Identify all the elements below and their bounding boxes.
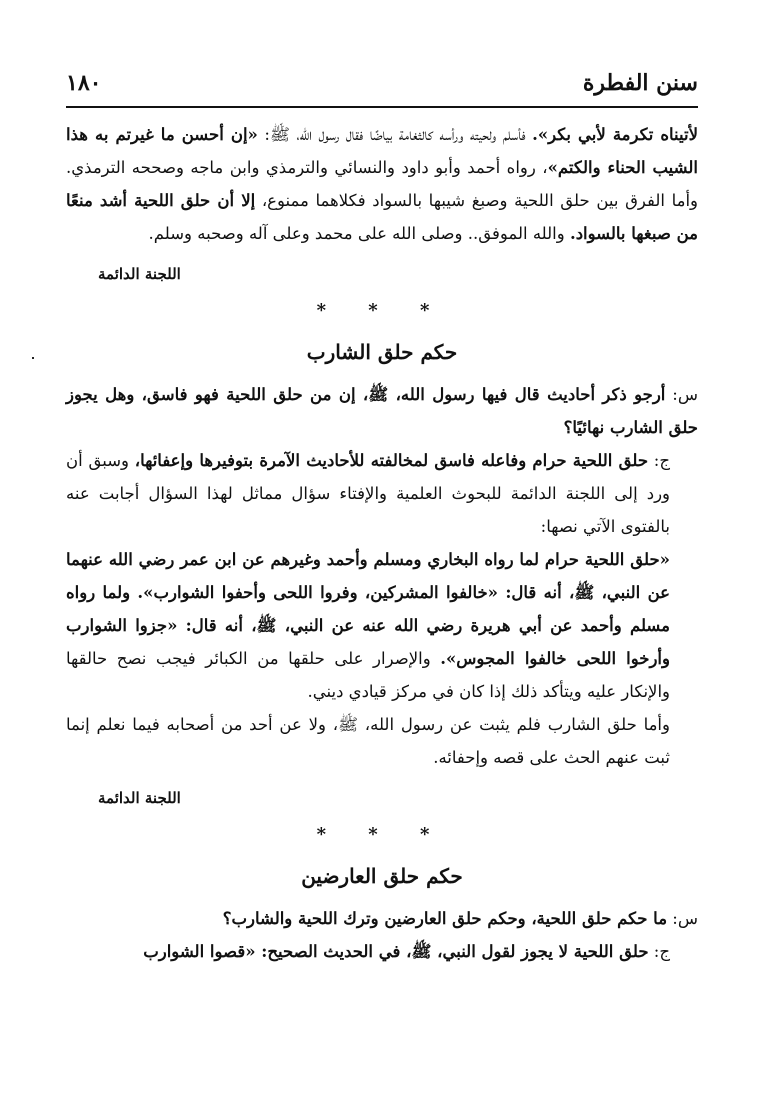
section-separator-1: * * *: [316, 300, 448, 321]
running-title: سنن الفطرة: [582, 70, 698, 96]
question-2: [66, 902, 698, 935]
page-body: [66, 118, 698, 968]
answer-2: [66, 935, 698, 968]
page-header: [66, 66, 698, 108]
question-2-prefix: س:: [667, 909, 698, 928]
signature-committee-1: اللجنة الدائمة: [98, 265, 181, 283]
intro-seg1: لأتيناه تكرمة لأبي بكر».: [532, 125, 698, 144]
signature-committee-2: اللجنة الدائمة: [98, 789, 181, 807]
intro-seg2: فأسلم ولحيته ورأسه كالثغامة بياضًا فقال رسول الله، ﷺ:: [257, 125, 533, 144]
margin-mark: [32, 357, 34, 359]
intro-seg4: ، رواه أحمد وأبو داود والنسائي والترمذي وابن ماجه وصححه الترمذي. وأما الفرق بين حلق اللحية وصبغ شيبها بالسواد فكلاهما ممنوع،: [66, 158, 698, 210]
answer-2-prefix: ج:: [648, 942, 670, 961]
intro-hadith: «إن أحسن ما غيرتم به هذا الشيب الحناء والكتم»: [66, 125, 698, 177]
question-1-prefix: س:: [665, 385, 698, 404]
answer-2-text: حلق اللحية لا يجوز لقول النبي، ﷺ، في الحديث الصحيح: «قصوا الشوارب: [143, 942, 649, 961]
intro-paragraph: [66, 118, 698, 250]
answer-1-text: وسبق أن ورد إلى اللجنة الدائمة للبحوث العلمية والإفتاء سؤال مماثل لهذا السؤال أجابت عنه بالفتوى الآتي نصها:: [66, 451, 670, 536]
answer-1: [66, 444, 698, 543]
section-title-mustache: حكم حلق الشارب: [306, 340, 458, 364]
fatwa-quote: [66, 543, 698, 708]
question-1-text: أرجو ذكر أحاديث قال فيها رسول الله، ﷺ، إن من حلق اللحية فهو فاسق، وهل يجوز حلق الشارب نهائيًا؟: [66, 385, 698, 437]
question-2-text: ما حكم حلق اللحية، وحكم حلق العارضين وترك اللحية والشارب؟: [222, 909, 668, 928]
section-title-sideburns: حكم حلق العارضين: [301, 864, 463, 888]
fatwa-quote-bold: «حلق اللحية حرام لما رواه البخاري ومسلم وأحمد وغيرهم عن ابن عمر رضي الله عنهما عن النبي، ﷺ، أنه قال: «خالفوا المشركين، وفروا اللحى وأحفوا الشوارب». ولما رواه مسلم وأحمد عن أبي هريرة رضي الله عنه عن النبي، ﷺ، أنه قال: «جزوا الشوارب وأرخوا اللحى خالفوا المجوس».: [66, 550, 670, 668]
question-1: [66, 378, 698, 444]
mustache-paragraph: وأما حلق الشارب فلم يثبت عن رسول الله، ﷺ، ولا عن أحد من أصحابه فيما نعلم إنما ثبت عنهم الحث على قصه وإحفائه.: [66, 715, 670, 767]
answer-1-prefix: ج:: [648, 451, 670, 470]
section-separator-2: * * *: [316, 824, 448, 845]
fatwa-quote-text: والإصرار على حلقها من الكبائر فيجب نصح حالقها والإنكار عليه ويتأكد ذلك إذا كان في مركز قيادي ديني.: [66, 649, 670, 701]
intro-seg5: إلا أن حلق اللحية أشد منعًا من صبغها بالسواد.: [66, 191, 698, 243]
intro-seg6: والله الموفق.. وصلى الله على محمد وعلى آله وصحبه وسلم.: [148, 224, 570, 243]
page-number: ١٨٠: [66, 70, 102, 96]
answer-1-bold: حلق اللحية حرام وفاعله فاسق لمخالفته للأحاديث الآمرة بتوفيرها وإعفائها،: [134, 451, 649, 470]
